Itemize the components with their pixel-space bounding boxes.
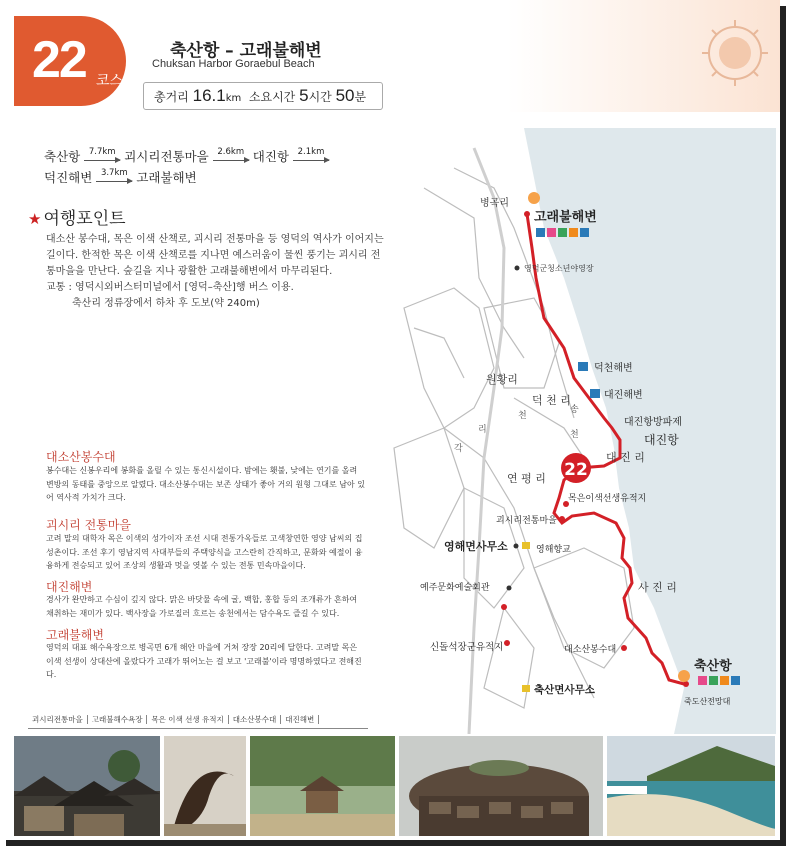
stream-label: 리 (478, 425, 487, 435)
route-segment (213, 146, 249, 165)
time-hours-unit: 시간 (308, 90, 332, 104)
route-stop: 대진항 (252, 149, 289, 164)
photo-caption: 대소산봉수대 (229, 715, 281, 724)
beach-icon (590, 389, 600, 398)
route-stop: 축산항 (44, 149, 81, 164)
office-icon (522, 542, 530, 549)
label-youth-camp: 영덕군청소년야영장 (524, 264, 594, 273)
label-mokeun-site: 목은이색선생유적지 (568, 494, 647, 504)
distance-label: 총거리 (154, 90, 189, 104)
distance-value: 16.1 (192, 86, 226, 105)
route-stop: 괴시리전통마을 (124, 149, 209, 164)
highlights-title-text: 여행포인트 (43, 209, 126, 229)
segment-distance: 2.6km (217, 146, 245, 157)
course-subtitle: Chuksan Harbor Goraebul Beach (152, 58, 315, 70)
transport-line-2: 축산리 정류장에서 하차 후 도보(약 240m) (72, 298, 260, 309)
label-yeonpyeong: 연 평 리 (507, 472, 546, 485)
route-segment (293, 146, 329, 165)
distance-unit: km (225, 93, 242, 104)
photo-mokeun-site (250, 736, 395, 836)
stream-label: 송 (570, 405, 579, 415)
course-badge (14, 16, 126, 106)
stream-label: 각 (454, 444, 463, 454)
course-number: 22 (32, 31, 86, 89)
highlights-body: 대소산 봉수대, 목은 이색 산책로, 괴시리 전통마을 등 영덕의 역사가 이어지는 길이다. 한적한 목은 이색 산책로를 지나면 예스러움이 물씬 풍기는 괴시리 전통마을을 만난다. 숲길을 지나 광활한 고래불해변에서 마무리된다. (46, 234, 384, 277)
label-byeonggok: 병곡리 (480, 198, 509, 209)
photo-caption: 고래불해수욕장 (88, 715, 148, 724)
label-goesiri: 괴시리전통마을 (496, 516, 557, 526)
photo-caption-strip (28, 714, 368, 729)
photo-caption: 대진해변 (281, 715, 319, 724)
transport-line-1: 교통 : 영덕시외버스터미널에서 [영덕–축산]행 버스 이용. (46, 282, 294, 293)
label-daesosan: 대소산봉수대 (564, 645, 617, 655)
segment-distance: 3.7km (100, 167, 128, 178)
label-daejin-breakwater: 대진항방파제 (624, 417, 682, 428)
label-chuksan-office: 축산면사무소 (534, 684, 595, 696)
course-badge-marker (561, 453, 591, 483)
route-stop: 고래불해변 (136, 170, 197, 185)
photo-daejin-beach (607, 736, 775, 836)
label-goraebul: 고래불해변 (534, 210, 597, 225)
star-icon: ★ (28, 210, 42, 228)
course-unit: 코스 (96, 73, 124, 89)
label-yeonghae-office: 영해면사무소 (444, 540, 508, 553)
stats-box (143, 82, 383, 110)
highlights-title (28, 204, 126, 229)
route-segment (96, 167, 132, 186)
stream-label: 천 (518, 411, 527, 421)
label-jukdo: 죽도산전망대 (684, 697, 731, 706)
label-daejin-ri: 대 진 리 (606, 451, 645, 464)
route-stop: 덕진해변 (44, 170, 93, 185)
stream-label: 천 (570, 430, 579, 440)
label-arts-center: 예주문화예술회관 (420, 583, 490, 593)
poi-description: 영덕의 대표 해수욕장으로 병곡면 6개 해안 마을에 거쳐 장장 20리에 달한다. 고려말 목은 이색 선생이 상대산에 올랐다가 고래가 뛰어노는 걸 보고 '고래불'이라 명명하였다고 전해진다. (46, 643, 362, 679)
time-minutes: 50 (335, 86, 355, 105)
segment-distance: 7.7km (88, 146, 116, 157)
route-line-1 (44, 147, 333, 165)
map-course-number: 22 (564, 460, 588, 480)
course-title: 축산항 – 고래불해변 (170, 41, 322, 61)
facility-icons (536, 228, 589, 237)
time-label: 소요시간 (248, 90, 296, 104)
poi-description: 고려 말의 대학자 목은 이색의 성가이자 조선 시대 전통가옥들로 고색창연한 영양 남씨의 집성촌이다. 조선 후기 영남지역 사대부들의 주택양식을 고스란히 간직하고, 문화와 예절이 융융하게 전승되고 있어 조상의 생활과 멋을 엿볼 수 있는 전통 민속마을이다. (46, 534, 363, 570)
label-wonhwang: 원황리 (486, 373, 518, 386)
time-minutes-unit: 분 (354, 90, 367, 104)
photo-goesiri-village (14, 736, 160, 836)
label-yeonghae-school: 영해향교 (536, 545, 571, 555)
route-line-2 (44, 168, 197, 186)
stats-line (154, 86, 366, 106)
label-daejin-port: 대진항 (644, 433, 679, 447)
photo-caption: 괴시리전통마을 (28, 715, 88, 724)
label-deokcheon-ri: 덕 천 리 (532, 394, 571, 407)
poi-title: 대소산봉수대 (46, 450, 116, 464)
label-sajin: 사 진 리 (638, 581, 677, 594)
route-map (384, 128, 776, 734)
photo-daesosan-beacon (399, 736, 603, 836)
poi-title: 고래불해변 (46, 628, 104, 642)
photo-goraebul-sculpture (164, 736, 246, 836)
label-sindol: 신돌석장군유적지 (430, 642, 504, 653)
poi-description: 경사가 완만하고 수심이 깊지 않다. 맑은 바닷물 속에 굴, 백합, 홍합 등의 조개류가 흔하여 채취하는 재미가 있다. 백사장을 가로질러 흐르는 송천에서는 담수욕도 즐길 수 있다. (46, 595, 358, 618)
photo-caption: 목은 이색 선생 유적지 (147, 715, 228, 724)
label-chuksan-port: 축산항 (694, 659, 732, 674)
office-icon (522, 685, 530, 692)
label-daejin-beach: 대진해변 (604, 390, 643, 401)
segment-distance: 2.1km (297, 146, 325, 157)
label-deokcheon-beach: 덕천해변 (594, 363, 633, 374)
sun-icon (700, 18, 770, 88)
poi-description: 봉수대는 신봉우리에 봉화를 올릴 수 있는 통신시설이다. 밤에는 횃불, 낮에는 연기를 올려 변방의 동태를 중앙으로 알렸다. 대소산봉수대는 보존 상태가 좋아 거의 원형 그대로 남아 있어 역사적 가치가 크다. (46, 466, 365, 502)
poi-title: 괴시리 전통마을 (46, 518, 131, 532)
poi-title: 대진해변 (46, 580, 93, 594)
route-segment (84, 146, 120, 165)
time-hours: 5 (299, 86, 309, 105)
transport-info (46, 280, 386, 312)
beach-icon (578, 362, 588, 371)
